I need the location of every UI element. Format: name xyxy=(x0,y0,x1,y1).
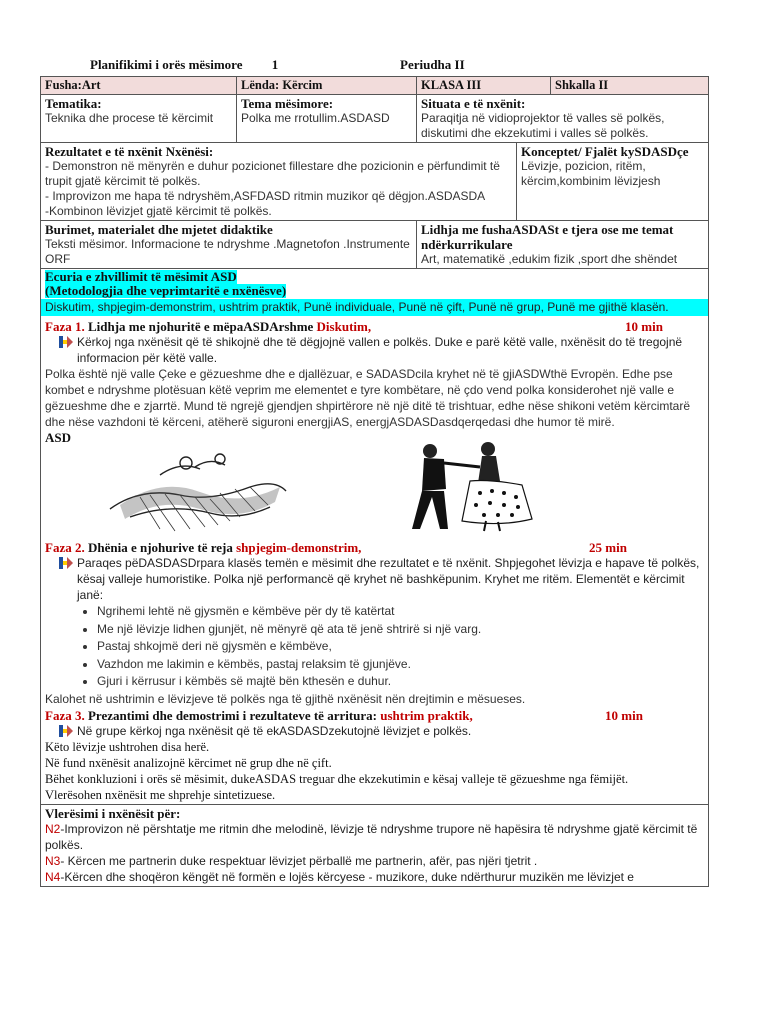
phase-2-time: 25 min xyxy=(589,540,627,555)
subject-cell: Lënda: Kërcim xyxy=(237,77,417,95)
phase-2-method: shpjegim-demonstrim, xyxy=(236,540,362,555)
theme-row xyxy=(41,95,709,143)
phase-2-closing: Kalohet në ushtrimin e lëvizjeve të polkës nga të gjithë nxënësit nën drejtimin e mësueses. xyxy=(45,691,526,706)
flow-subheading: (Metodologjia dhe veprimtaritë e nxënësve) xyxy=(45,283,287,298)
level-badge: N2 xyxy=(45,821,61,836)
period-label: Periudha II xyxy=(400,57,465,72)
subject-row xyxy=(41,77,709,95)
evaluation-text: - Kërcen me partnerin duke respektuar lëvizjet përballë me partnerin, afër, pas njëri tjetrit . xyxy=(60,853,538,868)
arrow-bullet-icon xyxy=(59,336,73,348)
lesson-number: 1 xyxy=(271,57,279,72)
list-item: • Ngrihemi lehtë në gjysmën e këmbëve për dy të katërtat xyxy=(97,603,704,621)
class-cell: KLASA III xyxy=(417,77,551,95)
list-item: • Me një lëvizje lidhen gjunjët, në mënyrë që ata të jenë shtrirë si një varg. xyxy=(97,621,704,639)
tematika-value: Teknika dhe procese të kërcimit xyxy=(45,111,214,125)
lesson-flow-row xyxy=(41,269,709,805)
phase-3-label: Faza 3. xyxy=(45,707,85,723)
rezultatet-cell xyxy=(41,143,517,221)
rezultatet-line: -Kombinon lëvizjet gjatë kërcimit të polkës. xyxy=(45,204,272,218)
phase-3-task-text: Në grupe kërkoj nga nxënësit që të ekASDASDzekutojnë lëvizjet e polkës. xyxy=(77,723,472,738)
level-badge: N3 xyxy=(45,853,61,868)
lidhja-label: Lidhja me fushaASDASt e tjera ose me temat ndërkurrikulare xyxy=(421,222,674,252)
phase-3-line: Vlerësohen nxënësit me shprehje sintetizuese. xyxy=(45,787,276,802)
phase-2-title: Dhënia e njohurive të reja xyxy=(87,540,233,555)
phase-1-label: Faza 1. xyxy=(45,319,85,334)
situata-label: Situata e të nxënit: xyxy=(421,96,526,111)
tema-label: Tema mësimore: xyxy=(241,96,334,111)
phase-3-line: Në fund nxënësit analizojnë kërcimet në grup dhe në çift. xyxy=(45,755,332,770)
phase-1-title: Lidhja me njohuritë e mëpaASDArshme xyxy=(87,319,314,334)
tematika-label: Tematika: xyxy=(45,96,102,111)
phase-3-time: 10 min xyxy=(605,707,643,723)
dance-steps-list xyxy=(45,603,704,691)
burimet-cell xyxy=(41,221,417,269)
situata-cell xyxy=(417,95,709,143)
arrow-bullet-icon xyxy=(59,557,73,569)
dancing-couple-illustration xyxy=(100,447,290,533)
tema-cell xyxy=(237,95,417,143)
phase-2-task xyxy=(45,555,704,603)
phase-2-label: Faza 2. xyxy=(45,540,85,555)
list-item: • Gjuri i kërrusur i këmbës së majtë bën kthesën e duhur. xyxy=(97,673,704,691)
phase-3-task xyxy=(45,723,704,739)
evaluation-text: -Improvizon në përshtatje me ritmin dhe melodinë, lëvizje të ndryshme trupore në hapësira të ndryshme gjatë kërcimit të polkës. xyxy=(45,821,698,852)
lesson-plan-table xyxy=(40,76,709,887)
evaluation-item xyxy=(45,853,704,869)
situata-value: Paraqitja në vidioprojektor të valles së polkës, diskutimi dhe ekzekutimi i valles së polkës. xyxy=(421,111,665,140)
burimet-value: Teksti mësimor. Informacione te ndryshme .Magnetofon .Instrumente ORF xyxy=(45,237,410,266)
phase-1-paragraph: Polka është një valle Çeke e gëzueshme dhe e djallëzuar, e SADASDcila kryhet në të gjiASDWthë Evropën. Edhe pse kombet e ndryshme plotësuan këtë veprim me elementet e tyre kombëtare, në çdo vend polka konsiderohet një valle e gëzueshme dhe e zjarrtë. Mund të ngrejë gjendjen shpirtërore në një ditë të trishtuar, edhe nëse shikoni vetëm kërcimtarë dhe nëse vazhdoni të kërceni, atëherë siguroni energjiAS, energjASDASDasdqerqedasi dhe humor të mirë. xyxy=(45,367,691,429)
rezultatet-label: Rezultatet e të nxënit Nxënësi: xyxy=(45,144,214,159)
phase-3-line: Bëhet konkluzioni i orës së mësimit, dukeASDAS treguar dhe ekzekutimin e kësaj valleje të gëzueshme nga fëmijët. xyxy=(45,771,629,786)
lidhja-cell xyxy=(417,221,709,269)
phase-1-task-text: Kërkoj nga nxënësit që të shikojnë dhe të dëgjojnë vallen e polkës. Duke e parë këtë valle, nxënësit do të tregojnë informacion për këtë valle. xyxy=(77,335,683,365)
evaluation-row xyxy=(41,804,709,886)
konceptet-label: Konceptet/ Fjalët kySDASDçe xyxy=(521,144,689,159)
phase-3-title: Prezantimi dhe demostrimi i rezultateve të arritura: xyxy=(87,707,378,723)
arrow-bullet-icon xyxy=(59,725,73,737)
phase-3-line: Këto lëvizje ushtrohen disa herë. xyxy=(45,739,210,754)
lidhja-value: Art, matematikë ,edukim fizik ,sport dhe shëndet xyxy=(421,252,678,266)
field-cell: Fusha:Art xyxy=(41,77,237,95)
phase-3-method: ushtrim praktik, xyxy=(380,707,473,723)
lesson-flow-cell xyxy=(41,269,709,805)
document-header xyxy=(90,57,465,73)
evaluation-text: -Kërcen dhe shoqëron këngët në formën e lojës kërcyese - muzikore, duke ndërthurur muzikën me lëvizjet e xyxy=(60,869,634,884)
list-item: • Pastaj shkojmë deri në gjysmën e këmbëve, xyxy=(97,638,704,656)
rezultatet-line: - Demonstron në mënyrën e duhur pozicionet fillestare dhe pozicionin e përfundimit të trupit gjatë kërcimit të polkës. xyxy=(45,159,500,188)
burimet-label: Burimet, materialet dhe mjetet didaktike xyxy=(45,222,273,237)
evaluation-cell xyxy=(41,804,709,886)
tema-value: Polka me rrotullim.ASDASD xyxy=(241,111,390,125)
list-item: • Vazhdon me lakimin e këmbës, pastaj relaksim të gjunjëve. xyxy=(97,656,704,674)
evaluation-item xyxy=(45,869,704,885)
level-cell: Shkalla II xyxy=(551,77,709,95)
phase-3-heading xyxy=(45,708,704,723)
phase-1-method: Diskutim, xyxy=(316,319,372,334)
dancers-illustrations xyxy=(45,445,704,537)
flow-methods: Diskutim, shpjegim-demonstrim, ushtrim praktik, Punë individuale, Punë në çift, Punë në grup, Punë me gjithë klasën. xyxy=(41,299,708,316)
document-title: Planifikimi i orës mësimore xyxy=(90,57,243,72)
phase-1-time: 10 min xyxy=(625,319,663,334)
outcomes-row xyxy=(41,143,709,221)
konceptet-cell xyxy=(517,143,709,221)
level-badge: N4 xyxy=(45,869,61,884)
phase-1-task xyxy=(45,334,704,366)
flow-heading: Ecuria e zhvillimit të mësimit ASD xyxy=(45,269,237,284)
konceptet-value: Lëvizje, pozicion, ritëm, kërcim,kombinim lëvizjesh xyxy=(521,159,661,188)
tematika-cell xyxy=(41,95,237,143)
rezultatet-line: - Improvizon me hapa të ndryshëm,ASFDASD ritmin muzikor që dëgjon.ASDASDA xyxy=(45,189,486,203)
phase-1-heading xyxy=(45,319,704,334)
dancing-pair-illustration xyxy=(400,441,545,533)
evaluation-item xyxy=(45,821,704,853)
evaluation-heading: Vlerësimi i nxënësit për: xyxy=(45,805,181,821)
asd-label: ASD xyxy=(45,430,72,445)
resources-row xyxy=(41,221,709,269)
phase-2-task-text: Paraqes pëDASDASDrpara klasës temën e mësimit dhe rezultatet e të nxënit. Shpjegohet lëvizja e hapave të polkës, kësaj valleje humoristike. Polka një performancë që kryhet në bashkëpunim. Kryhet me ritëm. Elementët e kërcimit janë: xyxy=(77,556,700,602)
phase-2-heading xyxy=(45,540,704,555)
